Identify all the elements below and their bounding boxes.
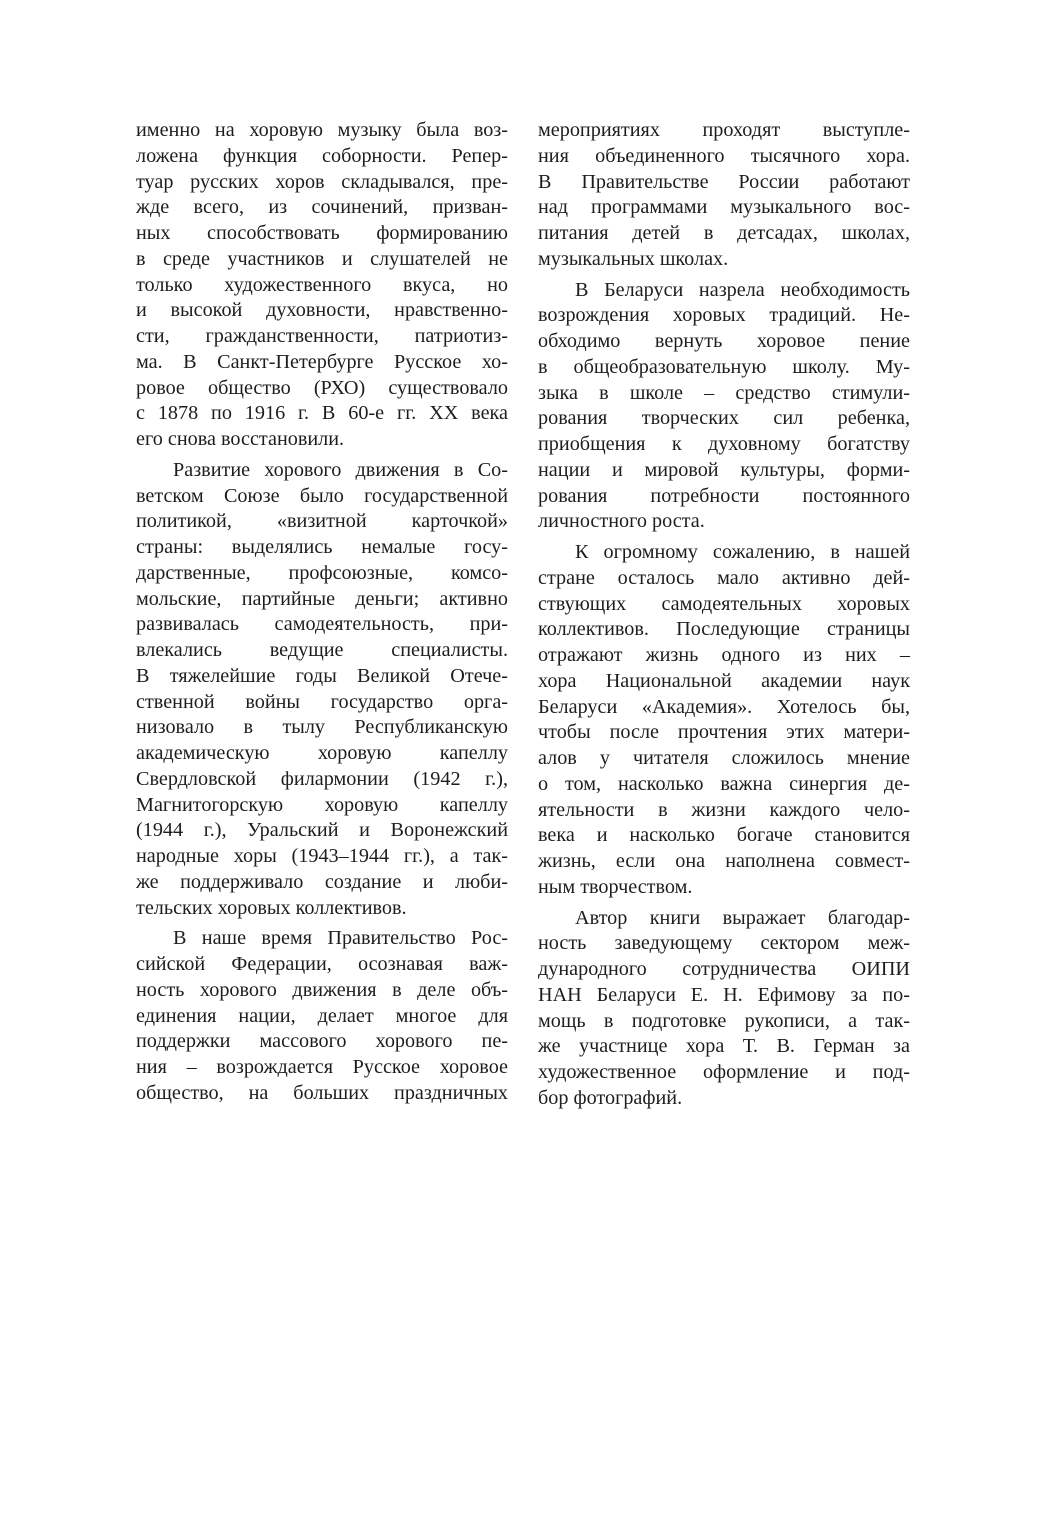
text-line: поддержки массового хорового пе- [136, 1030, 508, 1053]
text-line: же участнице хора Т. В. Герман за [538, 1035, 910, 1058]
text-line: (1944 г.), Уральский и Воронежский [136, 819, 508, 842]
text-line: о том, насколько важна синергия де- [538, 772, 910, 795]
text-line: коллективов. Последующие страницы [538, 618, 910, 641]
text-line: чтобы после прочтения этих матери- [538, 721, 910, 744]
text-line: личностного роста. [538, 510, 705, 533]
text-line: рования творческих сил ребенка, [538, 407, 910, 430]
text-line: ложена функция соборности. Репер- [136, 144, 508, 167]
text-line: стране осталось мало активно дей- [538, 566, 910, 589]
text-line: страны: выделялись немалые госу- [136, 536, 508, 558]
text-line: рования потребности постоянного [538, 484, 910, 507]
text-line: века и насколько богаче становится [538, 824, 910, 847]
text-line: политикой, «визитной карточкой» [136, 510, 508, 533]
text-line: единения нации, делает многое для [136, 1004, 508, 1027]
text-line: народные хоры (1943–1944 гг.), а так- [136, 845, 508, 867]
text-line: ных способствовать формированию [136, 222, 508, 244]
text-line: академическую хоровую капеллу [136, 742, 508, 764]
text-line: с 1878 по 1916 г. В 60-е гг. XX века [136, 402, 508, 425]
paragraph [136, 926, 508, 1106]
text-line: нации и мировой культуры, форми- [538, 458, 910, 481]
text-line: сти, гражданственности, патриотиз- [136, 325, 508, 347]
text-line: общество, на больших праздничных [136, 1081, 508, 1104]
text-line: туар русских хоров складывался, пре- [136, 170, 508, 193]
text-line: художественное оформление и под- [538, 1061, 910, 1083]
text-line: мольские, партийные деньги; активно [136, 587, 508, 610]
text-line: его снова восстановили. [136, 428, 345, 450]
text-line: и высокой духовности, нравственно- [136, 299, 508, 322]
text-line: же поддерживало создание и люби- [136, 870, 508, 893]
text-line: Автор книги выражает благодар- [575, 906, 910, 929]
text-line: НАН Беларуси Е. Н. Ефимову за по- [538, 983, 910, 1006]
text-line: ность хорового движения в деле объ- [136, 978, 508, 1001]
text-line: зыка в школе – средство стимули- [538, 381, 910, 404]
text-line: низовало в тылу Республиканскую [136, 716, 508, 739]
text-line: именно на хоровую музыку была воз- [136, 119, 508, 141]
text-line: В Беларуси назрела необходимость [575, 278, 910, 301]
text-line: ния – возрождается Русское хоровое [136, 1056, 508, 1078]
text-line: мощь в подготовке рукописи, а так- [538, 1009, 910, 1032]
text-line: ветском Союзе было государственной [136, 484, 508, 507]
text-line: хора Национальной академии наук [538, 669, 910, 692]
text-line: ма. В Санкт-Петербурге Русское хо- [136, 350, 508, 373]
paragraph [136, 458, 508, 922]
text-line: Свердловской филармонии (1942 г.), [136, 767, 508, 790]
text-line: влекались ведущие специалисты. [136, 639, 508, 661]
text-line: ровое общество (РХО) существовало [136, 376, 508, 399]
paragraph [538, 278, 910, 536]
text-line: алов у читателя сложилось мнение [538, 747, 910, 769]
right-column [538, 118, 910, 1112]
text-line: ным творчеством. [538, 875, 693, 898]
text-line: Развитие хорового движения в Со- [173, 458, 508, 481]
paragraph [538, 906, 910, 1112]
text-line: развивалась самодеятельность, при- [136, 613, 508, 636]
text-line: ность заведующему сектором меж- [538, 932, 910, 955]
text-line: возрождения хоровых традиций. Не- [538, 304, 910, 327]
text-line: мероприятиях проходят выступле- [538, 119, 910, 141]
text-line: приобщения к духовному богатству [538, 433, 910, 455]
text-line: отражают жизнь одного из них – [538, 644, 910, 666]
text-line: бор фотографий. [538, 1086, 683, 1109]
text-line: в общеобразовательную школу. Му- [538, 355, 910, 378]
text-line: только художественного вкуса, но [136, 273, 508, 296]
text-line: музыкальных школах. [538, 247, 729, 270]
text-line: В Правительстве России работают [538, 170, 910, 193]
text-line: ственной войны государство орга- [136, 690, 508, 713]
paragraph [538, 540, 910, 901]
text-line: питания детей в детсадах, школах, [538, 222, 910, 244]
text-line: В наше время Правительство Рос- [173, 927, 508, 950]
text-line: К огромному сожалению, в нашей [575, 541, 910, 563]
text-line: дународного сотрудничества ОИПИ [538, 958, 910, 980]
text-line: ния объединенного тысячного хора. [538, 144, 910, 167]
text-line: обходимо вернуть хоровое пение [538, 330, 910, 352]
text-line: в среде участников и слушателей не [136, 247, 508, 270]
text-line: ствующих самодеятельных хоровых [538, 592, 910, 615]
paragraph [538, 118, 910, 273]
text-line: ятельности в жизни каждого чело- [538, 798, 910, 821]
text-line: В тяжелейшие годы Великой Отече- [136, 664, 508, 687]
text-line: сийской Федерации, осознавая важ- [136, 953, 508, 975]
text-line: дарственные, профсоюзные, комсо- [136, 561, 508, 584]
text-line: Магнитогорскую хоровую капеллу [136, 793, 508, 816]
paragraph [136, 118, 508, 453]
text-line: жизнь, если она наполнена совмест- [538, 850, 910, 872]
text-line: тельских хоровых коллективов. [136, 896, 407, 919]
text-line: жде всего, из сочинений, призван- [136, 196, 508, 219]
left-column [136, 118, 508, 1107]
text-line: над программами музыкального вос- [538, 196, 910, 219]
text-line: Беларуси «Академия». Хотелось бы, [538, 695, 910, 718]
